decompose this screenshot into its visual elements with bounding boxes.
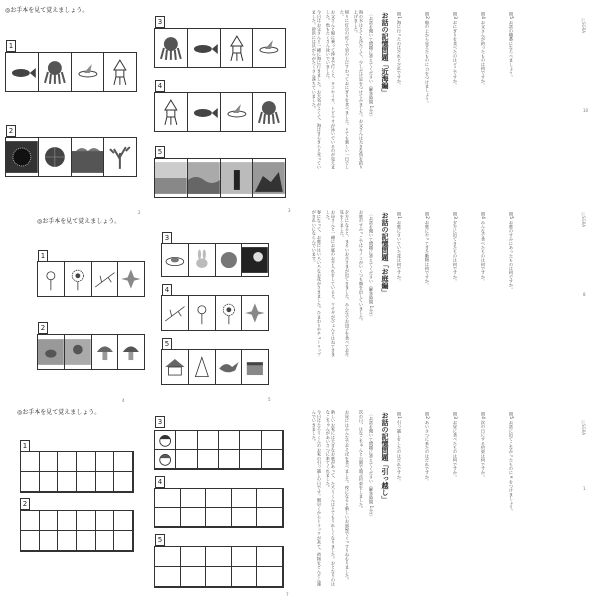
leaf-icon bbox=[118, 262, 144, 296]
copyright-mark: ⓒSGRA bbox=[581, 18, 586, 33]
branch-icon bbox=[92, 262, 119, 296]
question: 問3 夕方に出てきたものは何ですか。 bbox=[453, 212, 458, 284]
question: 問3 おにぎりを食べたのはどこですか。 bbox=[453, 12, 458, 88]
left-column bbox=[0, 0, 148, 600]
question-number: 1 bbox=[6, 40, 16, 52]
page-number: 8 bbox=[583, 292, 586, 297]
flying-fish-icon bbox=[253, 29, 285, 67]
story-text: 新しいお家には大きなお庭があって、たろうくんはとてもうれしくなりました。おとなりのはなこちゃんがあいさつに来てくれました。 bbox=[325, 410, 336, 586]
sunflower-icon bbox=[65, 262, 92, 296]
story-title: お話の記憶問題「近海編」 bbox=[381, 12, 389, 96]
fish-icon bbox=[6, 53, 39, 91]
sunflower-icon bbox=[216, 296, 243, 330]
story-title: お話の記憶問題「お庭編」 bbox=[381, 212, 389, 296]
question: 問4 次の日にする約束は何ですか。 bbox=[481, 412, 486, 479]
question: 問5 お話に出てこなかったものに×をつけましょう。 bbox=[509, 412, 514, 514]
question: 問2 あいさつに来たのはだれですか。 bbox=[425, 412, 430, 484]
question: 問1 引っ越しをしたのはだれですか。 bbox=[397, 412, 402, 484]
lighthouse-icon bbox=[221, 159, 254, 197]
subtitle: 〈お話を聞いて問題に答えてください（解答時間 1分）〉 bbox=[369, 212, 374, 319]
story-text: お母さんと一緒にお庭のお手入れをしていると、ウサギがぴょんとはねてきました。 bbox=[325, 210, 336, 357]
face-icon bbox=[155, 431, 176, 450]
question: 問4 お父さんが釣ったものは何ですか。 bbox=[481, 12, 486, 88]
seaweed-rock-icon bbox=[72, 138, 105, 176]
story-text: 夕方になると、まるいお月さまが出てきました。みんなでお団子を食べてお月見をしました。 bbox=[339, 210, 350, 357]
page-number: 3 bbox=[288, 208, 291, 213]
picture-row bbox=[37, 261, 145, 297]
moon-icon bbox=[242, 244, 268, 276]
right-area bbox=[300, 0, 600, 600]
question: 問2 船の上から見えたものに○をつけましょう。 bbox=[425, 12, 430, 105]
page-number: 5 bbox=[268, 397, 271, 402]
question: 問4 みんなで食べたものは何ですか。 bbox=[481, 212, 486, 284]
bird-icon bbox=[216, 350, 243, 384]
page-number: 2 bbox=[138, 210, 141, 215]
flower-icon bbox=[38, 262, 65, 296]
mushroom-icon bbox=[92, 335, 119, 369]
question-number: 5 bbox=[155, 534, 165, 546]
answer-grid bbox=[154, 430, 284, 470]
branch-icon bbox=[162, 296, 189, 330]
story-text: 今日はお父さんと一緒に海に行きました。お天気がよくて、海はきらきらと光っていました。砂浜には貝がらがたくさん落ちていました。 bbox=[311, 10, 322, 170]
question-number: 2 bbox=[38, 322, 48, 334]
fish-icon bbox=[188, 93, 221, 131]
question-number: 4 bbox=[162, 284, 172, 296]
copyright-mark: ⓒSGRA bbox=[581, 420, 586, 435]
story-text: 今日はたろうくんのお家の引っ越しの日です。朝早くからトラックが来て、荷物をどんどん運んでいきました。 bbox=[311, 410, 322, 586]
picture-row bbox=[5, 137, 137, 177]
coral-icon bbox=[104, 138, 136, 176]
face-icon bbox=[155, 450, 176, 469]
question-number: 4 bbox=[155, 476, 165, 488]
question: 問2 お庭にやってきた動物は何ですか。 bbox=[425, 212, 430, 288]
question: 問5 お庭のすみにあったものは何ですか。 bbox=[509, 212, 514, 292]
subtitle: 〈お話を聞いて問題に答えてください（解答時間 1分）〉 bbox=[369, 12, 374, 119]
beach-icon bbox=[155, 159, 188, 197]
picture-row bbox=[154, 158, 286, 198]
middle-column bbox=[148, 0, 300, 600]
squid-icon bbox=[155, 93, 188, 131]
question-number: 3 bbox=[162, 232, 172, 244]
question-number: 5 bbox=[162, 338, 172, 350]
picture-row bbox=[161, 243, 269, 277]
story-text: 帰りに灯台の近くで岩の上にすわっておにぎりを食べました。とても楽しい一日でした。 bbox=[339, 10, 350, 170]
story-text: お父さんと船に乗って沖まで行くと、タコやイカ、トビウオが泳いでいるのが見えました。魚もたくさん泳いでいました。 bbox=[325, 10, 336, 170]
story-text: 次の日、はなこちゃんと公園で遊ぶ約束をしました。 bbox=[359, 410, 364, 511]
question-number: 4 bbox=[155, 80, 165, 92]
ball-icon bbox=[39, 138, 72, 176]
instruction-2: ◎お手本を見て覚えましょう。 bbox=[37, 218, 121, 225]
question-number: 5 bbox=[155, 146, 165, 158]
story-title: お話の記憶問題「引っ越し」 bbox=[381, 412, 389, 503]
sea-urchin-icon bbox=[6, 138, 39, 176]
answer-grid bbox=[154, 488, 284, 528]
page-number: 10 bbox=[583, 108, 589, 113]
page-number: 7 bbox=[286, 592, 289, 597]
page-number: 4 bbox=[122, 398, 125, 403]
octopus-icon bbox=[39, 53, 72, 91]
answer-grid bbox=[154, 546, 284, 588]
squid-icon bbox=[221, 29, 254, 67]
girl-icon bbox=[65, 335, 92, 369]
story-text: お庭のすみっこではキノコがいくつも顔を出していました。 bbox=[359, 210, 364, 324]
picture-row bbox=[37, 334, 145, 370]
flying-fish-icon bbox=[221, 93, 254, 131]
answer-grid bbox=[20, 451, 134, 493]
question: 問1 お庭にさいていた花は何ですか。 bbox=[397, 212, 402, 284]
leaf-icon bbox=[242, 296, 268, 330]
squid-icon bbox=[104, 53, 136, 91]
question-number: 1 bbox=[20, 440, 30, 452]
plate-icon bbox=[162, 244, 189, 276]
bird-icon bbox=[38, 335, 65, 369]
instruction-1: ◎お手本を見て覚えましょう。 bbox=[5, 7, 89, 14]
picture-row bbox=[154, 92, 286, 132]
cake-icon bbox=[242, 350, 268, 384]
story-text: 海の水はとても冷たくて、少しだけ足をつけてみました。お父さんは大きな魚を釣り上げました。 bbox=[353, 10, 364, 170]
question: 問1 海に行ったのはだれとだれですか。 bbox=[397, 12, 402, 88]
picture-row bbox=[154, 28, 286, 68]
story-text: 春になって、お庭にはいろいろなお花がさきました。ひまわりやチューリップがきれいにならんでいます。 bbox=[311, 210, 322, 357]
ball-icon bbox=[216, 244, 243, 276]
question-number: 3 bbox=[155, 16, 165, 28]
wave-icon bbox=[188, 159, 221, 197]
house-icon bbox=[162, 350, 189, 384]
flying-fish-icon bbox=[72, 53, 105, 91]
mushroom-icon bbox=[118, 335, 144, 369]
copyright-mark: ⓒSGRA bbox=[581, 212, 586, 227]
picture-row bbox=[161, 295, 269, 331]
page-number: 1 bbox=[583, 486, 586, 491]
question-number: 2 bbox=[20, 498, 30, 510]
question-number: 1 bbox=[38, 250, 48, 262]
octopus-icon bbox=[155, 29, 188, 67]
question: 問3 お昼に食べたものは何ですか。 bbox=[453, 412, 458, 479]
picture-row bbox=[5, 52, 137, 92]
question: 問5 お話の順番にならべましょう。 bbox=[509, 12, 514, 79]
instruction-3: ◎お手本を見て覚えましょう。 bbox=[17, 409, 101, 416]
flower-icon bbox=[189, 296, 216, 330]
octopus-icon bbox=[253, 93, 285, 131]
story-text: お昼にはみんなでおそばを食べました。夜になると新しいお部屋でぐっすりねむりました。 bbox=[345, 410, 350, 582]
rock-icon bbox=[253, 159, 285, 197]
subtitle: 〈お話を聞いて問題に答えてください（解答時間 1分）〉 bbox=[369, 412, 374, 519]
picture-row bbox=[161, 349, 269, 385]
question-number: 2 bbox=[6, 125, 16, 137]
rabbit-icon bbox=[189, 244, 216, 276]
tower-icon bbox=[189, 350, 216, 384]
answer-grid bbox=[20, 510, 134, 552]
question-number: 3 bbox=[155, 416, 165, 428]
fish-icon bbox=[188, 29, 221, 67]
